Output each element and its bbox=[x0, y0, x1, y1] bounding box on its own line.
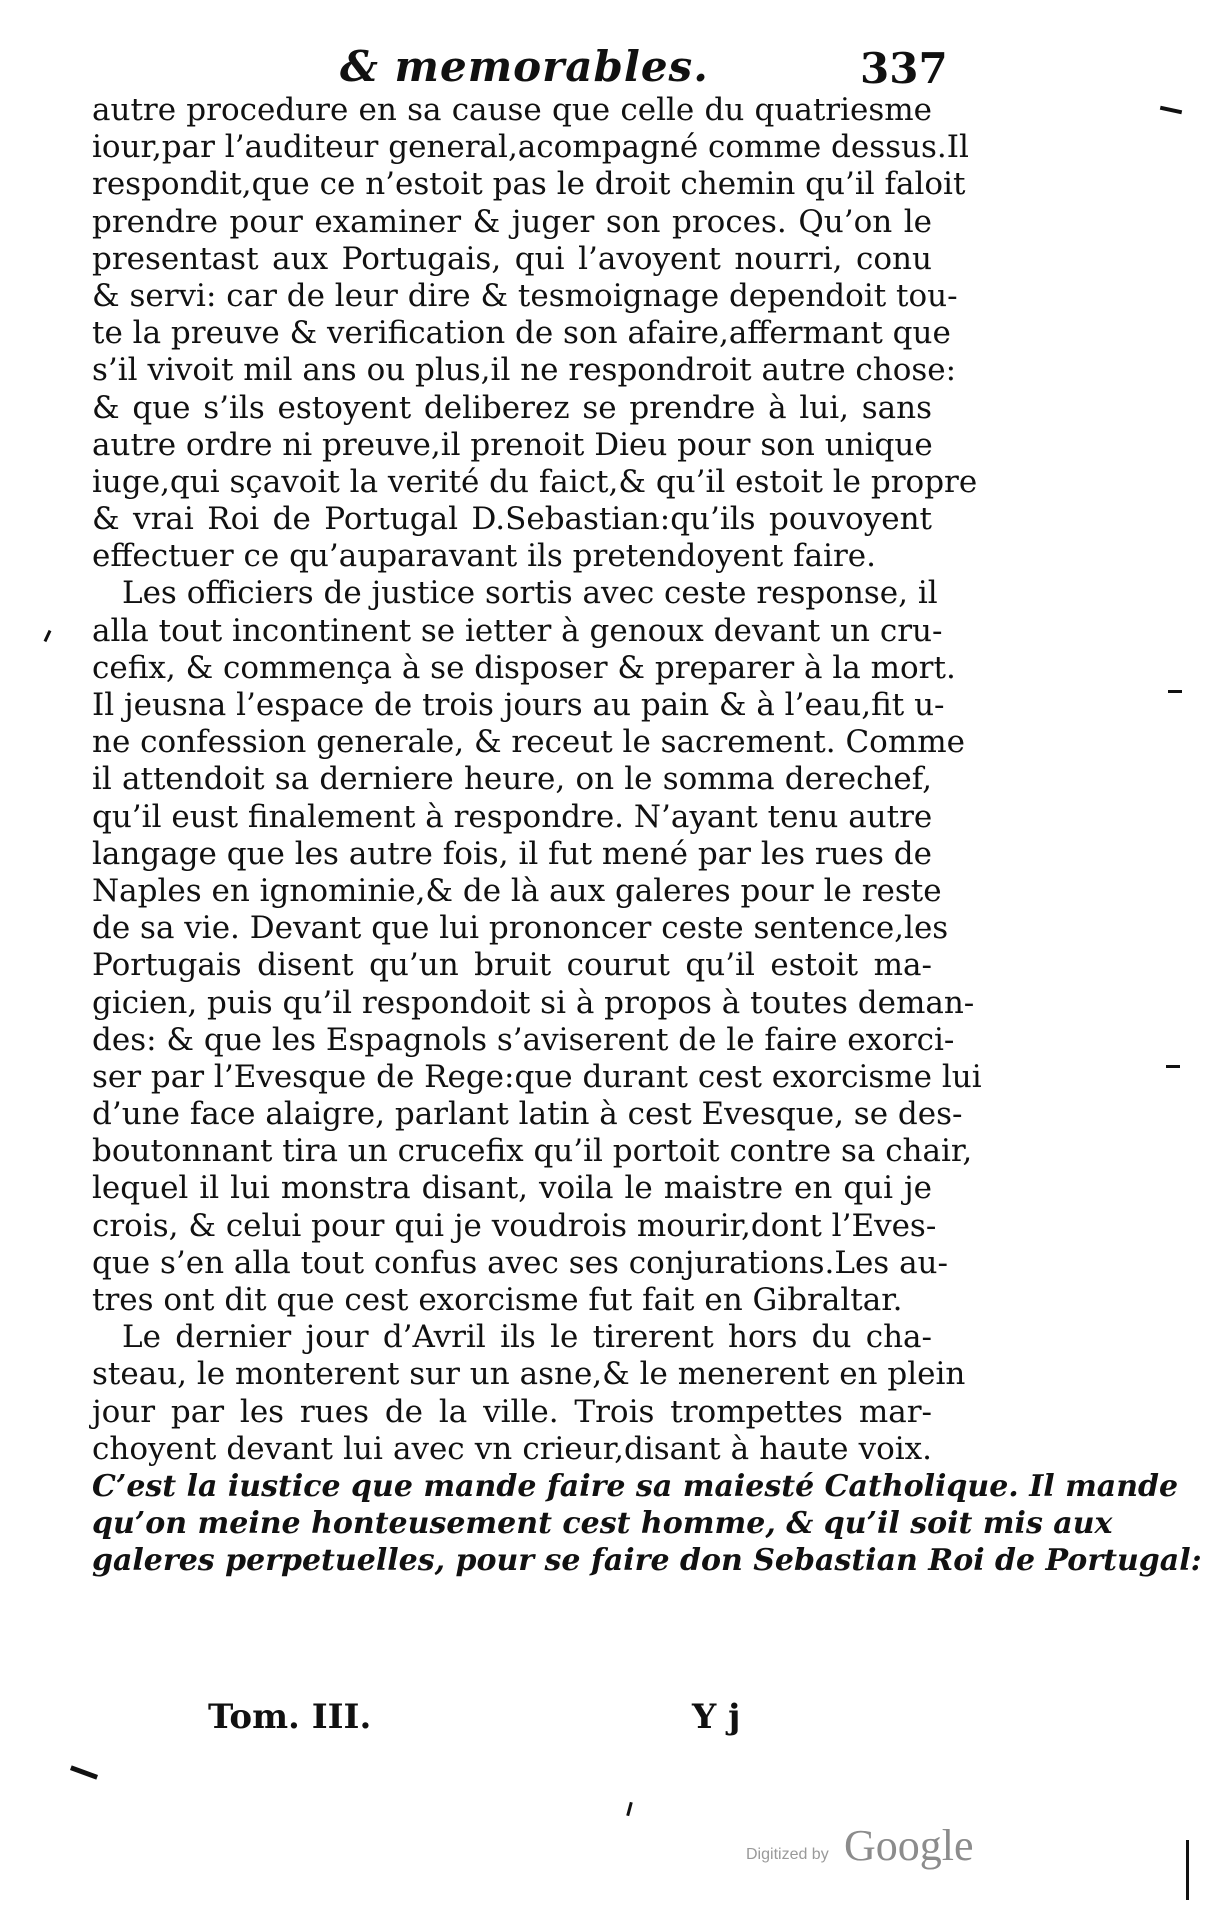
text-line: langage que les autre fois, il fut mené par les rues de bbox=[92, 835, 932, 872]
digitized-by-label: Digitized by bbox=[746, 1846, 829, 1863]
text-line: & que s’ils estoyent deliberez se prendre à lui, sans bbox=[92, 389, 932, 426]
text-line: ser par l’Evesque de Rege:que durant cest exorcisme lui bbox=[92, 1058, 982, 1095]
text-line: & vrai Roi de Portugal D.Sebastian:qu’ils pouvoyent bbox=[92, 501, 932, 538]
text-line: presentast aux Portugais, qui l’avoyent nourri, conu bbox=[92, 240, 932, 277]
text-line: Les officiers de justice sortis avec ceste response, il bbox=[122, 575, 938, 612]
text-line: gicien, puis qu’il respondoit si à propos à toutes deman- bbox=[92, 984, 975, 1021]
margin-mark bbox=[70, 1765, 98, 1779]
text-line: effectuer ce qu’auparavant ils pretendoyent faire. bbox=[92, 538, 876, 575]
text-line: iour,par l’auditeur general,acompagné comme dessus.Il bbox=[92, 129, 969, 166]
italic-proclamation-line: C’est la iustice que mande faire sa maiesté Catholique. Il mande bbox=[92, 1468, 1179, 1504]
text-line: Portugais disent qu’un bruit courut qu’il estoit ma- bbox=[92, 947, 932, 984]
text-line: il attendoit sa derniere heure, on le somma derechef, bbox=[92, 761, 932, 798]
margin-mark bbox=[1186, 1840, 1189, 1900]
google-logo: Google bbox=[844, 1821, 974, 1870]
text-line: Il jeusna l’espace de trois jours au pain & à l’eau,fit u- bbox=[92, 687, 945, 723]
text-line: ne confession generale, & receut le sacrement. Comme bbox=[92, 724, 965, 761]
text-line: iuge,qui sçavoit la verité du faict,& qu’il estoit le propre bbox=[92, 463, 978, 500]
text-line: cefix, & commença à se disposer & preparer à la mort. bbox=[92, 649, 956, 686]
text-line: d’une face alaigre, parlant latin à cest Evesque, se des- bbox=[92, 1096, 963, 1133]
text-line: des: & que les Espagnols s’aviserent de le faire exorci- bbox=[92, 1021, 955, 1058]
text-line: de sa vie. Devant que lui prononcer ceste sentence,les bbox=[92, 910, 949, 947]
text-line: steau, le monterent sur un asne,& le menerent en plein bbox=[92, 1356, 966, 1393]
margin-mark bbox=[626, 1802, 633, 1816]
text-line: alla tout incontinent se ietter à genoux devant un cru- bbox=[92, 612, 943, 649]
italic-proclamation-line: galeres perpetuelles, pour se faire don Sebastian Roi de Portugal: bbox=[92, 1543, 1202, 1579]
tome-label: Tom. III. bbox=[208, 1697, 372, 1737]
signature-mark: Y j bbox=[692, 1697, 741, 1737]
body-text bbox=[92, 92, 1202, 1580]
text-line: autre procedure en sa cause que celle du quatriesme bbox=[92, 92, 932, 128]
text-line: tres ont dit que cest exorcisme fut fait en Gibraltar. bbox=[92, 1282, 903, 1318]
margin-mark bbox=[1166, 1065, 1180, 1068]
page-number: 337 bbox=[860, 44, 948, 93]
margin-mark bbox=[1168, 690, 1182, 693]
text-line: choyent devant lui avec vn crieur,disant à haute voix. bbox=[92, 1430, 932, 1467]
text-line: jour par les rues de la ville. Trois trompettes mar- bbox=[92, 1393, 932, 1430]
page-footer bbox=[208, 1697, 768, 1743]
text-line: te la preuve & verification de son afaire,affermant que bbox=[92, 315, 951, 352]
running-head bbox=[340, 42, 948, 98]
text-line: que s’en alla tout confus avec ses conjurations.Les au- bbox=[92, 1244, 948, 1281]
text-line: respondit,que ce n’estoit pas le droit chemin qu’il faloit bbox=[92, 166, 966, 203]
text-line: autre ordre ni preuve,il prenoit Dieu pour son unique bbox=[92, 426, 933, 463]
text-line: Le dernier jour d’Avril ils le tirerent hors du cha- bbox=[122, 1319, 932, 1356]
italic-proclamation-line: qu’on meine honteusement cest homme, & qu’il soit mis aux bbox=[92, 1506, 1113, 1542]
margin-mark bbox=[1160, 106, 1182, 114]
text-line: & servi: car de leur dire & tesmoignage dependoit tou- bbox=[92, 277, 958, 314]
text-line: s’il vivoit mil ans ou plus,il ne respondroit autre chose: bbox=[92, 352, 957, 389]
text-line: qu’il eust finalement à respondre. N’ayant tenu autre bbox=[92, 798, 933, 835]
text-line: boutonnant tira un crucefix qu’il portoit contre sa chair, bbox=[92, 1133, 973, 1170]
text-line: prendre pour examiner & juger son proces. Qu’on le bbox=[92, 203, 932, 240]
text-line: lequel il lui monstra disant, voila le maistre en qui je bbox=[92, 1170, 932, 1207]
running-title: & memorables. bbox=[340, 42, 709, 91]
text-line: Naples en ignominie,& de là aux galeres pour le reste bbox=[92, 872, 942, 909]
digitized-watermark bbox=[746, 1820, 1006, 1880]
margin-mark bbox=[44, 630, 52, 642]
text-line: crois, & celui pour qui je voudrois mourir,dont l’Eves- bbox=[92, 1207, 937, 1244]
